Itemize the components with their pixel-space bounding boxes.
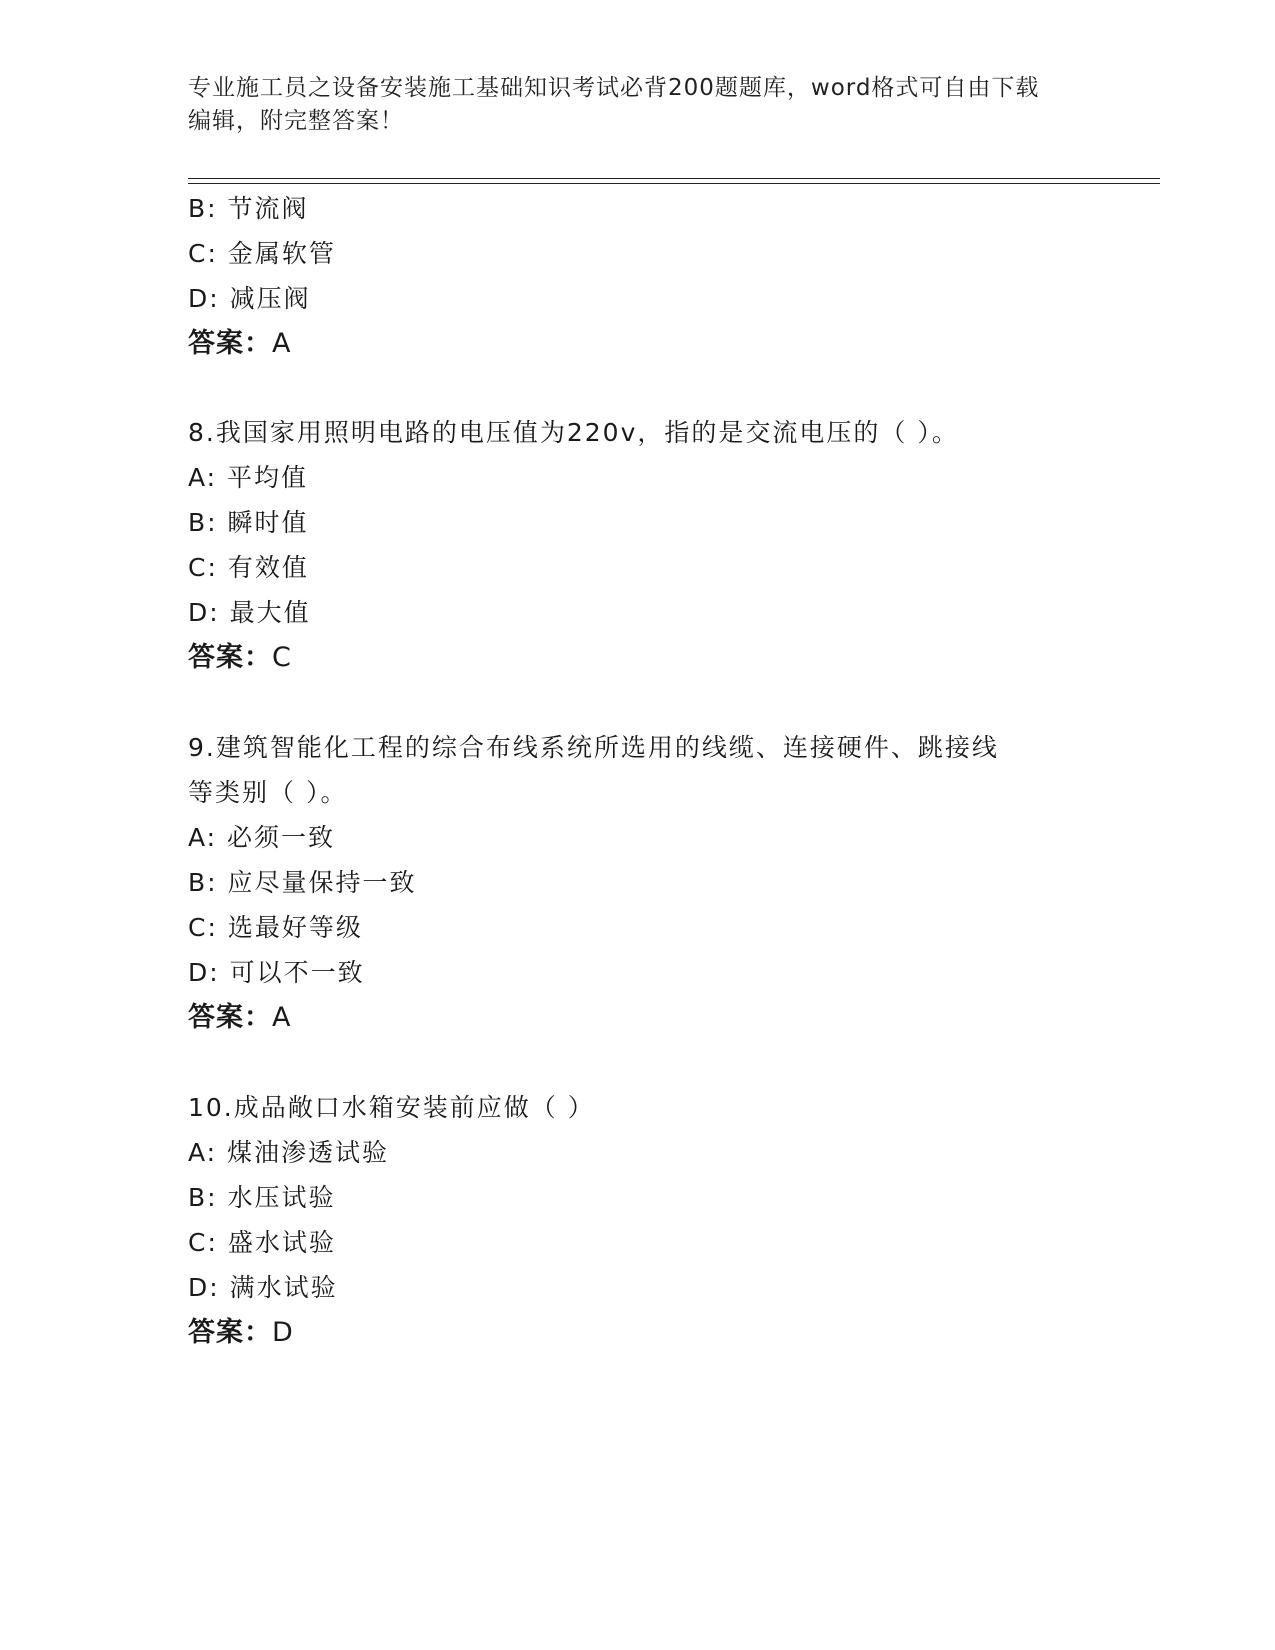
answer-value: A	[272, 1002, 292, 1033]
question-9-option-d: D: 可以不一致	[188, 958, 365, 987]
answer-label: 答案：	[188, 1317, 272, 1348]
question-10-option-c: C: 盛水试验	[188, 1228, 336, 1257]
option-d: D: 减压阀	[188, 284, 311, 313]
question-8-stem: 8.我国家用照明电路的电压值为220v，指的是交流电压的（ ）。	[188, 418, 959, 447]
answer-label: 答案：	[188, 328, 272, 359]
question-10-option-b: B: 水压试验	[188, 1183, 336, 1212]
question-10-stem: 10.成品敞口水箱安装前应做（ ）	[188, 1093, 595, 1122]
header-divider-top	[188, 178, 1160, 179]
question-9-option-a: A: 必须一致	[188, 823, 336, 852]
question-9-stem-line-1: 9.建筑智能化工程的综合布线系统所选用的线缆、连接硬件、跳接线	[188, 733, 999, 762]
answer-label: 答案：	[188, 1002, 272, 1033]
question-8-option-c: C: 有效值	[188, 553, 309, 582]
answer-value: C	[272, 642, 292, 673]
header-divider-bottom	[188, 183, 1160, 184]
document-header	[188, 72, 1088, 138]
question-9-stem-line-2: 等类别（ ）。	[188, 778, 348, 807]
question-9-option-b: B: 应尽量保持一致	[188, 868, 417, 897]
question-8-option-d: D: 最大值	[188, 598, 311, 627]
question-10-option-d: D: 满水试验	[188, 1273, 338, 1302]
question-9-option-c: C: 选最好等级	[188, 913, 363, 942]
question-8-option-a: A: 平均值	[188, 463, 309, 492]
answer-value: D	[272, 1317, 294, 1348]
answer-value: A	[272, 328, 292, 359]
header-line-1: 专业施工员之设备安装施工基础知识考试必背200题题库，word格式可自由下载	[188, 75, 1040, 101]
option-b: B: 节流阀	[188, 194, 309, 223]
header-line-2: 编辑，附完整答案！	[188, 108, 404, 134]
question-10-answer	[188, 1310, 294, 1356]
question-8-answer	[188, 635, 292, 681]
answer-label: 答案：	[188, 642, 272, 673]
question-10-option-a: A: 煤油渗透试验	[188, 1138, 390, 1167]
answer-line	[188, 321, 291, 367]
question-8-option-b: B: 瞬时值	[188, 508, 309, 537]
question-9-answer	[188, 995, 291, 1041]
option-c: C: 金属软管	[188, 239, 336, 268]
